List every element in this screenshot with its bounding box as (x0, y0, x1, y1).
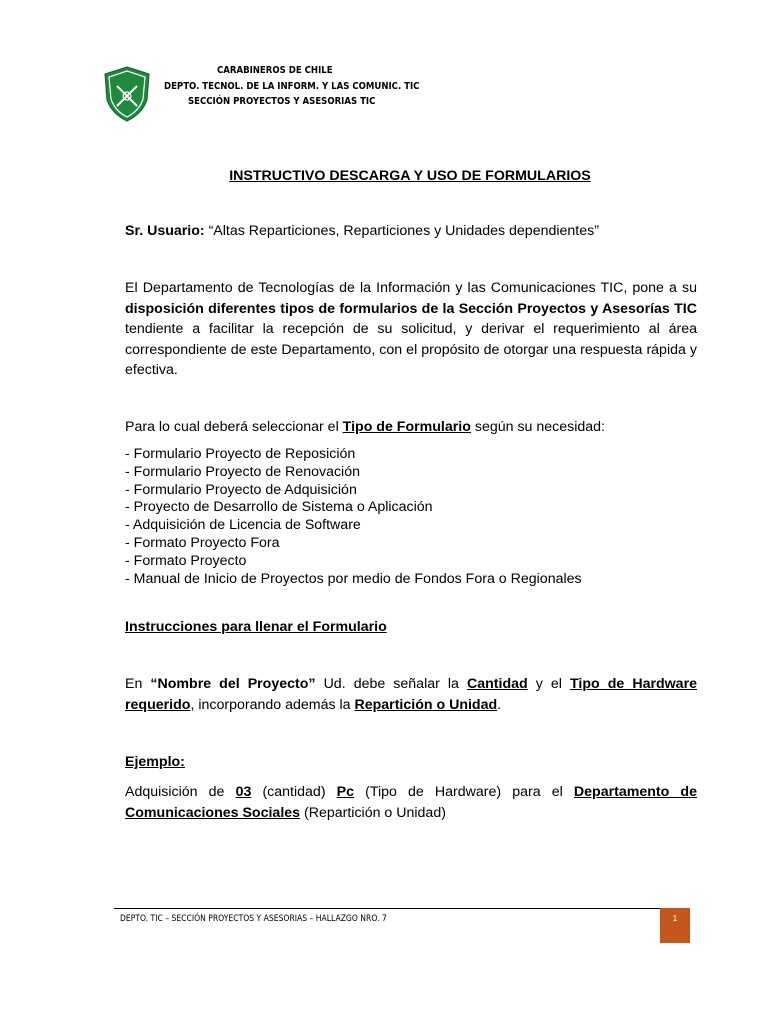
example-heading: Ejemplo: (125, 754, 185, 770)
page-number: 1 (660, 908, 690, 943)
select-instruction (125, 417, 705, 438)
list-item: - Formulario Proyecto de Adquisición (125, 481, 357, 498)
intro-bold: disposición diferentes tipos de formularios de la Sección Proyectos y Asesorías TIC (125, 300, 697, 317)
select-post: según su necesidad: (470, 419, 605, 435)
list-item: - Formato Proyecto Fora (125, 534, 280, 551)
document-title: INSTRUCTIVO DESCARGA Y USO DE FORMULARIOS (229, 168, 591, 184)
header-institution: CARABINEROS DE CHILE (217, 65, 333, 76)
instructions-heading-wrap (125, 617, 387, 638)
footer-text: DEPTO. TIC – SECCIÓN PROYECTOS Y ASESORIAS – HALLAZGO NRO. 7 (120, 914, 387, 924)
select-pre: Para lo cual deberá seleccionar el (125, 419, 343, 435)
example-text-3: (Tipo de Hardware) para el (354, 784, 574, 800)
carabineros-logo (102, 66, 152, 122)
greeting (125, 221, 705, 242)
instructions-heading: Instrucciones para llenar el Formulario (125, 619, 387, 635)
list-item: - Proyecto de Desarrollo de Sistema o Aplicación (125, 499, 433, 516)
hardware-type-label: Tipo de Hardware requerido (125, 676, 697, 713)
document-title-wrap (0, 167, 768, 185)
greeting-label: Sr. Usuario: (125, 223, 205, 239)
instr-text-1: En (125, 676, 151, 692)
instr-text-5: . (497, 696, 502, 713)
instr-text-4: , incorporando además la (190, 696, 355, 713)
header-section: SECCIÓN PROYECTOS Y ASESORIAS TIC (188, 96, 376, 107)
header-department: DEPTO. TECNOL. DE LA INFORM. Y LAS COMUNIC. TIC (164, 81, 420, 92)
list-item: - Formulario Proyecto de Renovación (125, 463, 360, 480)
intro-text: El Departamento de Tecnologías de la Información y las Comunicaciones TIC, pone a su (125, 280, 697, 296)
instructions-paragraph (125, 674, 697, 715)
intro-rest: tendiente a facilitar la recepción de su solicitud, y derivar el requerimiento al área correspondiente de este Departamento, con el propósito de otorgar una respuesta rápida y efectiva. (125, 321, 697, 378)
example-paragraph (125, 782, 697, 823)
form-list (125, 446, 705, 588)
list-item: - Formulario Proyecto de Reposición (125, 446, 356, 462)
project-name-label: “Nombre del Proyecto” (150, 676, 316, 692)
list-item: - Manual de Inicio de Proyectos por medio de Fondos Fora o Regionales (125, 570, 582, 587)
example-quantity: 03 (235, 784, 252, 800)
quantity-label: Cantidad (466, 676, 528, 692)
greeting-recipients: “Altas Reparticiones, Reparticiones y Unidades dependientes” (204, 223, 599, 239)
example-unit: Departamento de Comunicaciones Sociales (125, 784, 697, 821)
example-text-4: (Repartición o Unidad) (300, 804, 446, 821)
instr-text-3: y el (527, 676, 570, 692)
example-text-1: Adquisición de (125, 784, 236, 800)
intro-paragraph (125, 278, 697, 381)
list-item: - Adquisición de Licencia de Software (125, 517, 361, 534)
unit-label: Repartición o Unidad (354, 696, 498, 713)
instr-text-2: Ud. debe señalar la (315, 676, 467, 692)
example-hardware: Pc (336, 784, 355, 800)
form-type-label: Tipo de Formulario (342, 419, 471, 435)
footer-divider (114, 908, 690, 909)
example-text-2: (cantidad) (251, 784, 337, 800)
example-heading-wrap (125, 752, 185, 773)
list-item: - Formato Proyecto (125, 552, 247, 569)
